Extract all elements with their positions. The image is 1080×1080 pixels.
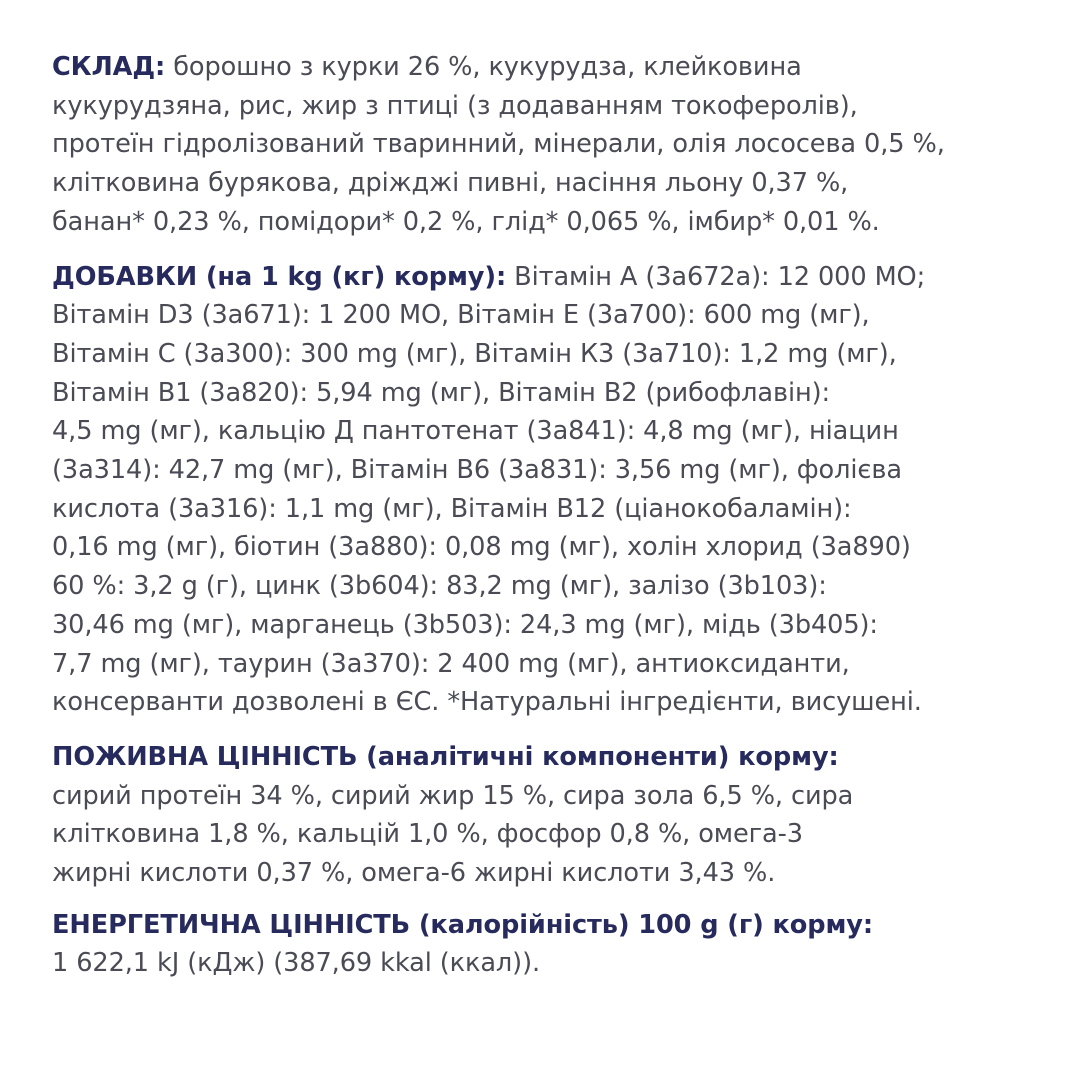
additives-line: Вітамін D3 (3а671): 1 200 МО, Вітамін Е (3а700): 600 mg (мг), [52,300,870,331]
composition-heading: СКЛАД: [52,52,166,82]
nutrition-line: сирий протеїн 34 %, сирий жир 15 %, сира зола 6,5 %, сира [52,780,854,811]
ingredient-label [52,48,1062,983]
additives-first-line [52,258,1062,297]
energy-line: 1 622,1 kJ (кДж) (387,69 kkal (ккал)). [52,948,540,979]
composition-line: протеїн гідролізований тваринний, мінерали, олія лососева 0,5 %, [52,129,945,160]
nutrition-heading: ПОЖИВНА ЦІННІСТЬ (аналітичні компоненти) корму: [52,741,839,772]
additives-line: Вітамін С (3а300): 300 mg (мг), Вітамін К3 (3а710): 1,2 mg (мг), [52,338,897,369]
additives-line: (3а314): 42,7 mg (мг), Вітамін В6 (3а831): 3,56 mg (мг), фолієва [52,455,902,486]
energy-heading: ЕНЕРГЕТИЧНА ЦІННІСТЬ (калорійність) 100 g (г) корму: [52,909,874,940]
composition-text: борошно з курки 26 %, кукурудза, клейковина [165,52,802,82]
composition-section [52,48,1062,242]
nutrition-line: жирні кислоти 0,37 %, омега-6 жирні кислоти 3,43 %. [52,858,776,889]
composition-line: кукурудзяна, рис, жир з птиці (з додаванням токоферолів), [52,90,858,121]
additives-line: консерванти дозволені в ЄС. *Натуральні інгредієнти, висушені. [52,687,922,718]
energy-section [52,906,1062,983]
additives-line: 30,46 mg (мг), марганець (3b503): 24,3 mg (мг), мідь (3b405): [52,609,878,640]
additives-heading: ДОБАВКИ (на 1 kg (кг) корму): [52,261,507,292]
additives-line: 0,16 mg (мг), біотин (3а880): 0,08 mg (мг), холін хлорид (3а890) [52,532,911,563]
additives-line: Вітамін В1 (3а820): 5,94 mg (мг), Вітамін В2 (рибофлавін): [52,377,830,408]
composition-line: клітковина бурякова, дріжджі пивні, насіння льону 0,37 %, [52,168,849,199]
additives-line: 4,5 mg (мг), кальцію Д пантотенат (3а841): 4,8 mg (мг), ніацин [52,416,899,447]
nutrition-section [52,738,1062,893]
additives-section [52,258,1062,722]
additives-line: кислота (3а316): 1,1 mg (мг), Вітамін В12 (ціанокобаламін): [52,493,852,524]
composition-line: банан* 0,23 %, помідори* 0,2 %, глід* 0,065 %, імбир* 0,01 %. [52,206,880,237]
additives-text: Вітамін А (3а672а): 12 000 МО; [506,261,926,292]
composition-first-line [52,48,1062,87]
nutrition-line: клітковина 1,8 %, кальцій 1,0 %, фосфор 0,8 %, омега-3 [52,819,803,850]
additives-line: 60 %: 3,2 g (г), цинк (3b604): 83,2 mg (мг), залізо (3b103): [52,571,827,602]
additives-line: 7,7 mg (мг), таурин (3а370): 2 400 mg (мг), антиоксиданти, [52,648,850,679]
